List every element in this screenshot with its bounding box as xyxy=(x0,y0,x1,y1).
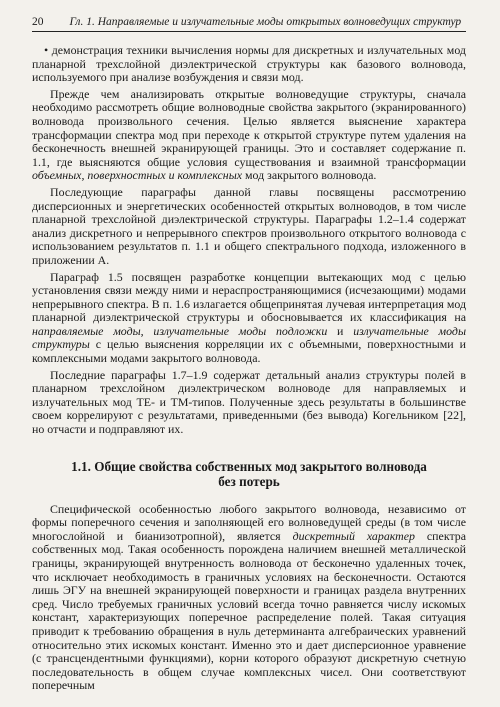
bullet-item: • демонстрация техники вычисления нормы для дискретных и излучательных мод планарной трехслойной диэлектрической структуры как базового волновода, используемого при анализе возбуждения и связи мод. xyxy=(32,43,466,85)
paragraph-text: мод закрытого волновода. xyxy=(242,168,377,183)
paragraph-text: и xyxy=(327,323,354,338)
emphasis-text: объемных, поверхностных и комплексных xyxy=(32,168,243,183)
paragraph xyxy=(32,503,466,693)
section-heading-line: без потерь xyxy=(218,473,280,489)
emphasis-text: направляемые моды, излучательные моды подложки xyxy=(32,323,328,338)
paragraph-text: с целью выяснения корреляции их с объемными, поверхностными и комплексными модами закрытого волновода. xyxy=(32,337,466,366)
emphasis-text: излучательные моды структуры xyxy=(32,323,467,352)
page-body xyxy=(32,44,466,696)
paragraph-text: спектра собственных мод. Такая особенность порождена наличием внешней металлической границы, экранирующей внутренность волновода от бесконечно удаленных точек, что исключает необходимость в граничных условиях на бесконечности. Остаются лишь ЭГУ на внешней экранирующей поверхности и границах раздела внутренних сред. Число требуемых граничных условий всегда точно равняется числу искомых констант, характеризующих поперечное распределение полей. Такая ситуация приводит к требованию обращения в нуль детерминанта алгебраических уравнений относительно этих искомых констант. Именно это и дает дисперсионное уравнение (с трансцендентными функциями), корни которого образуют дискретную счетную последовательность в общем случае комплексных чисел. Они соответствуют поперечным xyxy=(32,528,467,693)
emphasis-text: дискретный характер xyxy=(292,528,415,543)
section-heading xyxy=(32,459,466,489)
section-heading-line: 1.1. Общие свойства собственных мод закрытого волновода xyxy=(71,458,427,474)
running-header xyxy=(32,16,466,32)
paragraph: Последние параграфы 1.7–1.9 содержат детальный анализ структуры полей в планарном трехслойном диэлектрическом волноводе для направляемых и излучательных мод TE- и TM-типов. Полученные здесь результаты в большинстве своем коррелируют с результатами, приведенными (без вывода) Когельником [22], но отчасти и подправляют их. xyxy=(32,367,466,437)
paragraph-text: Прежде чем анализировать открытые волноведущие структуры, сначала необходимо рассмотреть общие волноводные свойства закрытого (экранированного) волновода произвольного сечения. Целью является выяснение характера трансформации спектра мод при переходе к открытой структуре путем удаления на бесконечность внешней экранирующей границы. Это и составляет содержание п. 1.1, где выясняются общие условия существования и взаимной трансформации xyxy=(32,86,466,169)
running-title: Гл. 1. Направляемые и излучательные моды открытых волноведущих структур xyxy=(69,16,462,28)
paragraph xyxy=(32,271,466,366)
paragraph-text: Параграф 1.5 посвящен разработке концепции вытекающих мод с целью установления связи между ними и нераспространяющимися (исчезающими) модами непрерывного спектра. В п. 1.6 излагается общепринятая лучевая интерпретация мод планарной диэлектрической структуры и обосновывается их классификация на xyxy=(32,269,466,325)
paragraph-text: Специфической особенностью любого закрытого волновода, независимо от формы поперечного сечения и заполняющей его волноведущей среды (в том числе многослойной и бианизотропной), является xyxy=(32,501,466,543)
paragraph: Последующие параграфы данной главы посвящены рассмотрению дисперсионных и энергетических особенностей открытых волноводов, в том числе планарной трехслойной диэлектрической структуры. Параграфы 1.2–1.4 содержат анализ дискретного и непрерывного спектров произвольного открытого волновода с использованием результатов п. 1.1 и общего спектрального подхода, изложенного в приложении А. xyxy=(32,184,466,267)
paragraph xyxy=(32,88,466,183)
page-number: 20 xyxy=(32,16,44,28)
